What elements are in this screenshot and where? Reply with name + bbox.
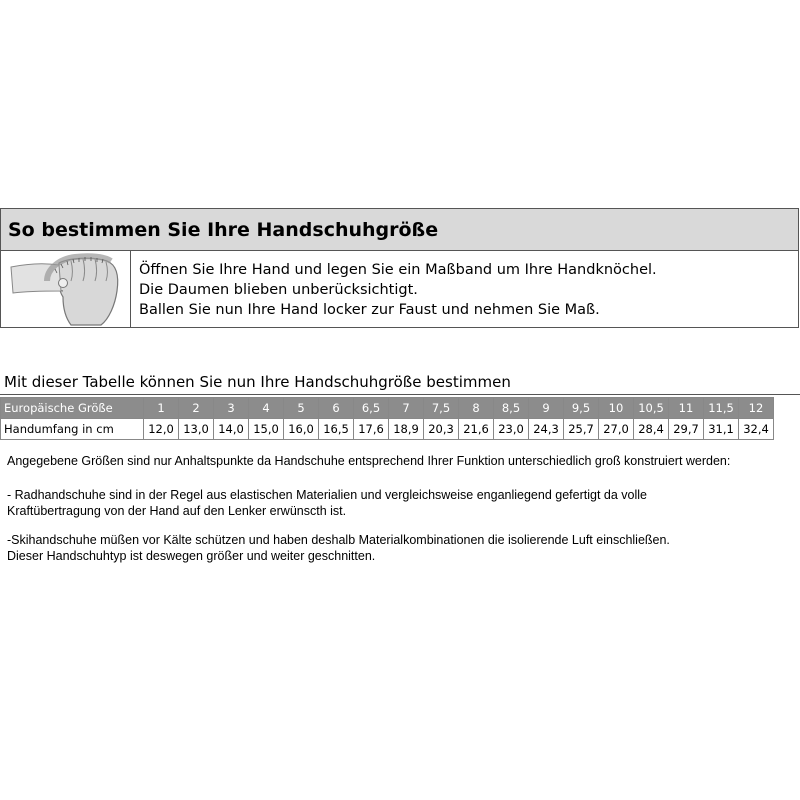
circumference-cell: 21,6 [459,419,494,440]
notes-bike-line-1: - Radhandschuhe sind in der Regel aus elastischen Materialien und vergleichsweise enganliegend gefertigt da volle [7,488,647,502]
size-cell: 6 [319,398,354,419]
size-cell: 12 [739,398,774,419]
circumference-row [1,419,774,440]
size-cell: 10,5 [634,398,669,419]
circumference-cell: 14,0 [214,419,249,440]
notes-ski-line-1: -Skihandschuhe müßen vor Kälte schützen und haben deshalb Materialkombinationen die isolierende Luft einschließen. [7,533,670,547]
size-cell: 3 [214,398,249,419]
measure-instructions [139,260,657,320]
table-caption: Mit dieser Tabelle können Sie nun Ihre Handschuhgröße bestimmen [4,373,511,391]
circumference-cell: 29,7 [669,419,704,440]
circumference-cell: 15,0 [249,419,284,440]
size-cell: 11 [669,398,704,419]
circumference-cell: 16,0 [284,419,319,440]
hand-measuring-illustration [1,251,131,327]
circumference-cell: 20,3 [424,419,459,440]
size-notes [7,453,797,577]
notes-intro: Angegebene Größen sind nur Anhaltspunkte da Handschuhe entsprechend Ihrer Funktion unterschiedlich groß konstruiert werden: [7,454,731,468]
notes-bike [7,487,797,519]
circumference-cell: 13,0 [179,419,214,440]
size-cell: 4 [249,398,284,419]
size-cell: 7 [389,398,424,419]
size-cell: 2 [179,398,214,419]
circumference-cell: 17,6 [354,419,389,440]
instruction-line-1: Öffnen Sie Ihre Hand und legen Sie ein Maßband um Ihre Handknöchel. [139,262,657,278]
size-cell: 1 [144,398,179,419]
size-cell: 10 [599,398,634,419]
size-cell: 11,5 [704,398,739,419]
notes-ski-line-2: Dieser Handschuhtyp ist deswegen größer und weiter geschnitten. [7,549,376,563]
instruction-line-2: Die Daumen blieben unberücksichtigt. [139,282,418,298]
size-cell: 5 [284,398,319,419]
size-row-label: Europäische Größe [1,398,144,419]
notes-bike-line-2: Kraftübertragung von der Hand auf den Lenker erwünscth ist. [7,504,347,518]
circumference-row-label: Handumfang in cm [1,419,144,440]
circumference-cell: 25,7 [564,419,599,440]
size-row [1,398,774,419]
circumference-cell: 12,0 [144,419,179,440]
measure-body [1,251,798,327]
circumference-cell: 31,1 [704,419,739,440]
measure-title-bar [1,209,798,251]
measure-title: So bestimmen Sie Ihre Handschuhgröße [8,218,439,241]
circumference-cell: 32,4 [739,419,774,440]
hand-tape-icon [1,251,130,327]
size-cell: 7,5 [424,398,459,419]
circumference-cell: 16,5 [319,419,354,440]
circumference-cell: 27,0 [599,419,634,440]
measure-guide-box [0,208,799,328]
notes-ski [7,532,797,564]
caption-divider [0,394,800,395]
size-cell: 9,5 [564,398,599,419]
size-cell: 6,5 [354,398,389,419]
instruction-line-3: Ballen Sie nun Ihre Hand locker zur Faust und nehmen Sie Maß. [139,302,600,318]
size-cell: 9 [529,398,564,419]
size-cell: 8 [459,398,494,419]
circumference-cell: 23,0 [494,419,529,440]
circumference-cell: 28,4 [634,419,669,440]
size-cell: 8,5 [494,398,529,419]
circumference-cell: 24,3 [529,419,564,440]
size-table [0,397,774,440]
circumference-cell: 18,9 [389,419,424,440]
